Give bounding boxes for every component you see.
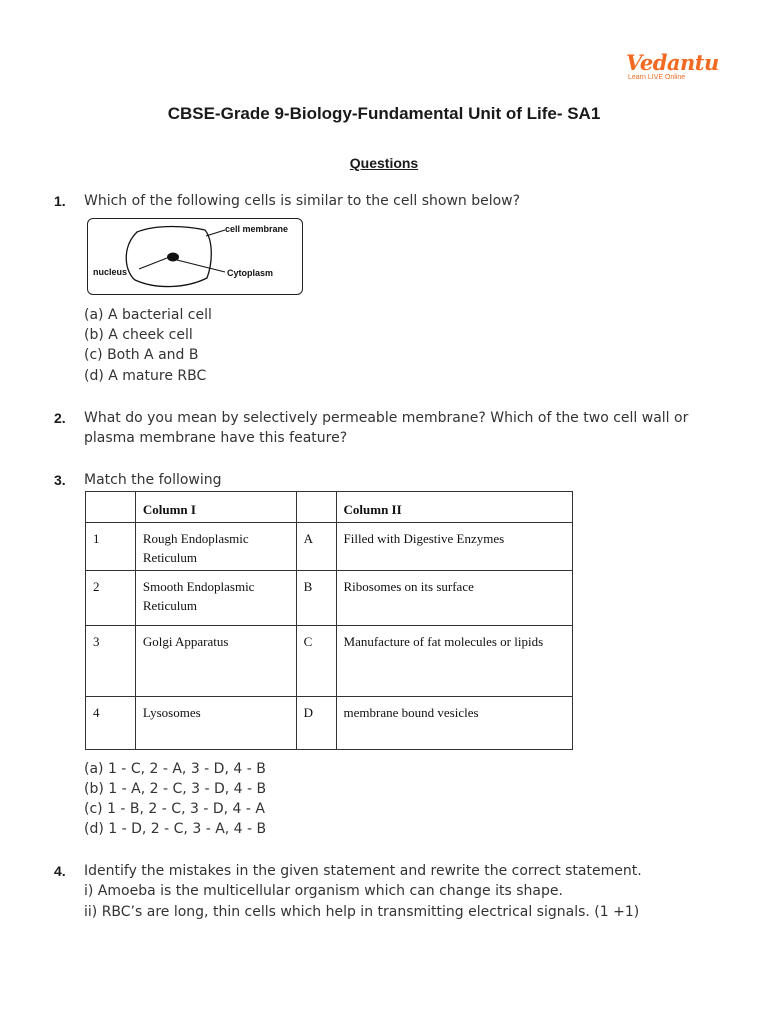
q3-option-d: (d) 1 - D, 2 - C, 3 - A, 4 - B	[84, 821, 267, 837]
table-row	[86, 571, 573, 626]
question-4-line-1: Identify the mistakes in the given statement and rewrite the correct statement.	[84, 863, 642, 879]
row-letter: C	[296, 626, 336, 697]
cytoplasm-pointer	[177, 260, 225, 272]
membrane-pointer	[206, 230, 225, 236]
q3-option-a: (a) 1 - C, 2 - A, 3 - D, 4 - B	[84, 761, 266, 777]
question-4-line-2: i) Amoeba is the multicellular organism which can change its shape.	[84, 883, 563, 899]
column-1-cell: Rough Endoplasmic Reticulum	[135, 523, 296, 571]
header-cell	[296, 492, 336, 523]
nucleus-label: nucleus	[93, 267, 128, 277]
question-2-number: 2.	[54, 410, 66, 426]
q1-option-c: (c) Both A and B	[84, 347, 199, 363]
question-3-number: 3.	[54, 472, 66, 488]
match-table	[85, 491, 573, 750]
header-cell	[86, 492, 136, 523]
nucleus-pointer	[139, 258, 167, 269]
header-column-1: Column I	[135, 492, 296, 523]
table-header-row	[86, 492, 573, 523]
q1-option-d: (d) A mature RBC	[84, 368, 207, 384]
column-2-cell: Filled with Digestive Enzymes	[336, 523, 572, 571]
column-2-cell: membrane bound vesicles	[336, 697, 572, 750]
cytoplasm-label: Cytoplasm	[227, 268, 274, 278]
question-4-line-3: ii) RBC’s are long, thin cells which help in transmitting electrical signals. (1 +1)	[84, 904, 640, 920]
table-row	[86, 626, 573, 697]
column-1-cell: Lysosomes	[135, 697, 296, 750]
column-2-cell: Ribosomes on its surface	[336, 571, 572, 626]
page-title: CBSE-Grade 9-Biology-Fundamental Unit of Life- SA1	[167, 104, 601, 123]
table-row	[86, 523, 573, 571]
question-2-line-2: plasma membrane have this feature?	[84, 430, 348, 446]
logo-tagline: Learn LIVE Online	[628, 74, 686, 81]
row-number: 2	[86, 571, 136, 626]
cell-membrane-label: cell membrane	[225, 224, 289, 234]
row-number: 1	[86, 523, 136, 571]
header-column-2: Column II	[336, 492, 572, 523]
question-1-text: Which of the following cells is similar to the cell shown below?	[84, 193, 521, 209]
row-letter: A	[296, 523, 336, 571]
q1-option-a: (a) A bacterial cell	[84, 307, 212, 323]
q3-option-b: (b) 1 - A, 2 - C, 3 - D, 4 - B	[84, 781, 267, 797]
question-1-number: 1.	[54, 193, 66, 209]
q1-option-b: (b) A cheek cell	[84, 327, 193, 343]
question-4-number: 4.	[54, 863, 66, 879]
column-2-cell: Manufacture of fat molecules or lipids	[336, 626, 572, 697]
vedantu-logo	[626, 50, 719, 81]
row-number: 3	[86, 626, 136, 697]
row-letter: B	[296, 571, 336, 626]
q3-option-c: (c) 1 - B, 2 - C, 3 - D, 4 - A	[84, 801, 265, 817]
question-3-text: Match the following	[84, 472, 222, 488]
logo-wordmark: Vedantu	[626, 50, 719, 75]
section-heading: Questions	[349, 155, 419, 171]
table-row	[86, 697, 573, 750]
column-1-cell: Smooth Endoplasmic Reticulum	[135, 571, 296, 626]
cell-diagram	[87, 218, 303, 295]
column-1-cell: Golgi Apparatus	[135, 626, 296, 697]
row-number: 4	[86, 697, 136, 750]
row-letter: D	[296, 697, 336, 750]
question-2-line-1: What do you mean by selectively permeable membrane? Which of the two cell wall or	[84, 410, 689, 426]
